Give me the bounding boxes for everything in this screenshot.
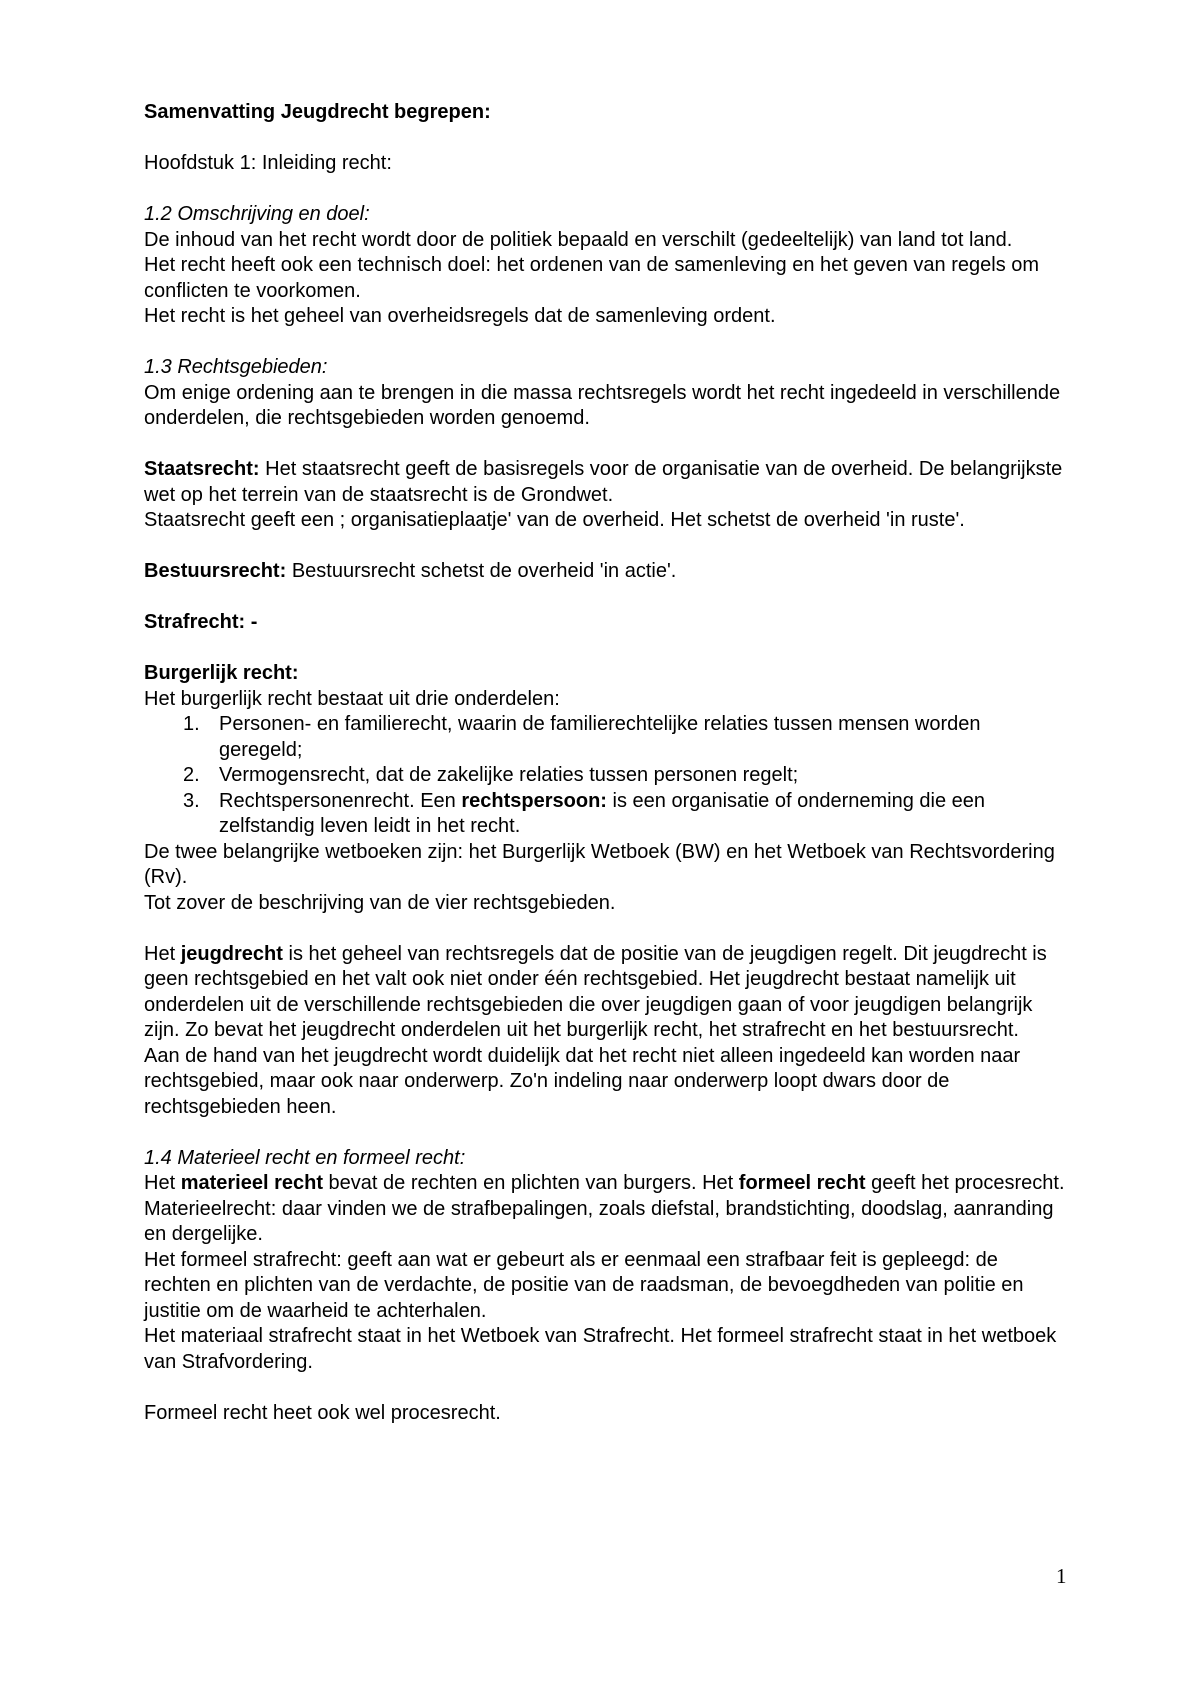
- paragraph: Het formeel strafrecht: geeft aan wat er gebeurt als er eenmaal een strafbaar feit is gepleegd: de rechten en plichten van de verdachte, de positie van de raadsman, de bevoegdheden van politie en justitie om de waarheid te achterhalen.: [144, 1248, 1024, 1322]
- definition-text: Het staatsrecht geeft de basisregels voor de organisatie van de overheid. De belangrijkste wet op het terrein van de staatsrecht is de Grondwet.: [144, 458, 1063, 506]
- list-number: 2.: [183, 764, 200, 786]
- paragraph: Het recht is het geheel van overheidsregels dat de samenleving ordent.: [144, 305, 776, 327]
- list-item: [144, 789, 1069, 840]
- paragraph: Materieelrecht: daar vinden we de strafbepalingen, zoals diefstal, brandstichting, doodslag, aanranding en dergelijke.: [144, 1197, 1054, 1245]
- text-run: is het geheel van rechtsregels dat de positie van de jeugdigen regelt. Dit jeugdrecht is geen rechtsgebied en het valt ook niet onder één rechtsgebied. Het jeugdrecht bestaat namelijk uit onderdelen uit de verschillende rechtsgebieden die over jeugdigen gaan of voor jeugdigen belangrijk zijn. Zo bevat het jeugdrecht onderdelen uit het burgerlijk recht, het strafrecht en het bestuursrecht.: [144, 942, 1047, 1041]
- paragraph: Aan de hand van het jeugdrecht wordt duidelijk dat het recht niet alleen ingedeeld kan worden naar rechtsgebied, maar ook naar onderwerp. Zo'n indeling naar onderwerp loopt dwars door de rechtsgebieden heen.: [144, 1044, 1021, 1118]
- section-heading-1-2: 1.2 Omschrijving en doel:: [144, 203, 370, 225]
- list-number: 1.: [183, 713, 200, 735]
- chapter-heading: Hoofdstuk 1: Inleiding recht:: [144, 152, 392, 174]
- paragraph: Om enige ordening aan te brengen in die massa rechtsregels wordt het recht ingedeeld in verschillende onderdelen, die rechtsgebieden worden genoemd.: [144, 381, 1061, 429]
- term-burgerlijk-recht: [144, 661, 1069, 687]
- list-item-text: Rechtspersonenrecht. Een: [219, 789, 462, 812]
- jeugdrecht-paragraph: [144, 942, 1069, 1044]
- text-run: Het: [144, 1172, 181, 1194]
- term-burgerlijk-label: Burgerlijk recht:: [144, 662, 299, 684]
- document-body: [144, 100, 1069, 1426]
- section-heading-1-4: 1.4 Materieel recht en formeel recht:: [144, 1146, 466, 1169]
- list-item: [144, 763, 1069, 789]
- text-run: geeft het procesrecht.: [865, 1172, 1065, 1194]
- term-formeel-recht: formeel recht: [738, 1172, 866, 1194]
- list-item-text: is een organisatie of onderneming die een zelfstandig leven leidt in het recht.: [219, 789, 986, 837]
- list-item-text: Personen- en familierecht, waarin de familierechtelijke relaties tussen mensen worden geregeld;: [219, 713, 981, 761]
- term-strafrecht-label: Strafrecht: -: [144, 611, 258, 633]
- term-jeugdrecht: jeugdrecht: [180, 942, 283, 965]
- staatsrecht-paragraph: [144, 457, 1069, 508]
- bestuursrecht-paragraph: [144, 559, 1069, 585]
- paragraph: De twee belangrijke wetboeken zijn: het Burgerlijk Wetboek (BW) en het Wetboek van Rechtsvordering (Rv).: [144, 840, 1055, 888]
- definition-text: Bestuursrecht schetst de overheid 'in actie'.: [286, 560, 677, 582]
- term-bestuursrecht: Bestuursrecht:: [144, 560, 287, 582]
- numbered-list: [144, 712, 1069, 840]
- list-item: [144, 712, 1069, 763]
- page-number: 1: [1056, 1564, 1067, 1588]
- term-rechtspersoon: rechtspersoon:: [461, 789, 607, 812]
- paragraph: De inhoud van het recht wordt door de politiek bepaald en verschilt (gedeeltelijk) van land tot land.: [144, 228, 1013, 251]
- document-title: Samenvatting Jeugdrecht begrepen:: [144, 101, 491, 123]
- materieel-formeel-paragraph: [144, 1171, 1069, 1197]
- list-item-text: Vermogensrecht, dat de zakelijke relaties tussen personen regelt;: [219, 764, 799, 786]
- paragraph: Staatsrecht geeft een ; organisatieplaatje' van de overheid. Het schetst de overheid 'in ruste'.: [144, 509, 965, 531]
- paragraph: Het materiaal strafrecht staat in het Wetboek van Strafrecht. Het formeel strafrecht staat in het wetboek van Strafvordering.: [144, 1325, 1057, 1373]
- paragraph: Formeel recht heet ook wel procesrecht.: [144, 1401, 501, 1424]
- text-run: Het: [144, 942, 181, 965]
- text-run: bevat de rechten en plichten van burgers. Het: [322, 1172, 739, 1194]
- list-number: 3.: [183, 789, 200, 812]
- paragraph: Het burgerlijk recht bestaat uit drie onderdelen:: [144, 687, 560, 710]
- term-materieel-recht: materieel recht: [180, 1172, 323, 1194]
- paragraph: Tot zover de beschrijving van de vier rechtsgebieden.: [144, 891, 616, 914]
- paragraph: Het recht heeft ook een technisch doel: het ordenen van de samenleving en het geven van regels om conflicten te voorkomen.: [144, 254, 1040, 302]
- term-strafrecht: [144, 610, 1069, 636]
- term-staatsrecht: Staatsrecht:: [144, 458, 260, 480]
- section-heading-1-3: 1.3 Rechtsgebieden:: [144, 356, 328, 378]
